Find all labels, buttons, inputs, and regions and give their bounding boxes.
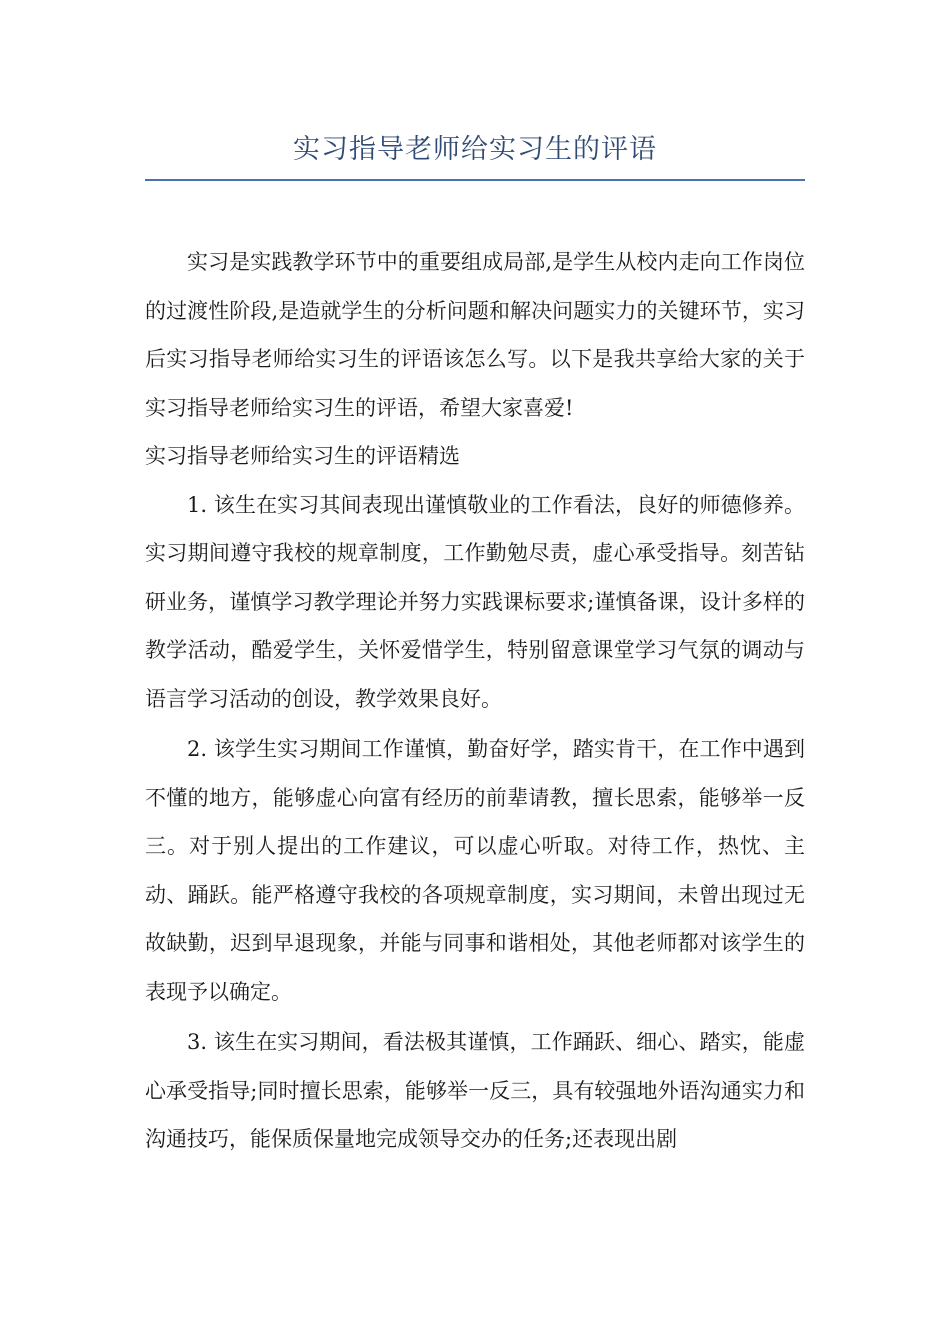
comment-item-3: 3. 该生在实习期间，看法极其谨慎，工作踊跃、细心、踏实，能虚心承受指导;同时擅长思索，能够举一反三，具有较强地外语沟通实力和沟通技巧，能保质保量地完成领导交办的任务;还表现出剧 <box>145 1030 805 1151</box>
comment-item-1: 1. 该生在实习其间表现出谨慎敬业的工作看法，良好的师德修养。实习期间遵守我校的规章制度，工作勤勉尽责，虚心承受指导。刻苦钻研业务，谨慎学习教学理论并努力实践课标要求;谨慎备课，设计多样的教学活动，酷爱学生，关怀爱惜学生，特别留意课堂学习气氛的调动与语言学习活动的创设，教学效果良好。 <box>145 492 805 711</box>
document-title: 实习指导老师给实习生的评语 <box>293 134 657 165</box>
title-underline <box>145 179 805 181</box>
comment-item-2: 2. 该学生实习期间工作谨慎，勤奋好学，踏实肯干，在工作中遇到不懂的地方，能够虚心向富有经历的前辈请教，擅长思索，能够举一反三。对于别人提出的工作建议，可以虚心听取。对待工作，热忱、主动、踊跃。能严格遵守我校的各项规章制度，实习期间，未曾出现过无故缺勤，迟到早退现象，并能与同事和谐相处，其他老师都对该学生的表现予以确定。 <box>145 737 805 1004</box>
section-heading: 实习指导老师给实习生的评语精选 <box>145 444 460 468</box>
document-body <box>145 238 805 1164</box>
intro-paragraph: 实习是实践教学环节中的重要组成局部,是学生从校内走向工作岗位的过渡性阶段,是造就学生的分析问题和解决问题实力的关键环节，实习后实习指导老师给实习生的评语该怎么写。以下是我共享给大家的关于实习指导老师给实习生的评语，希望大家喜爱! <box>145 250 805 420</box>
